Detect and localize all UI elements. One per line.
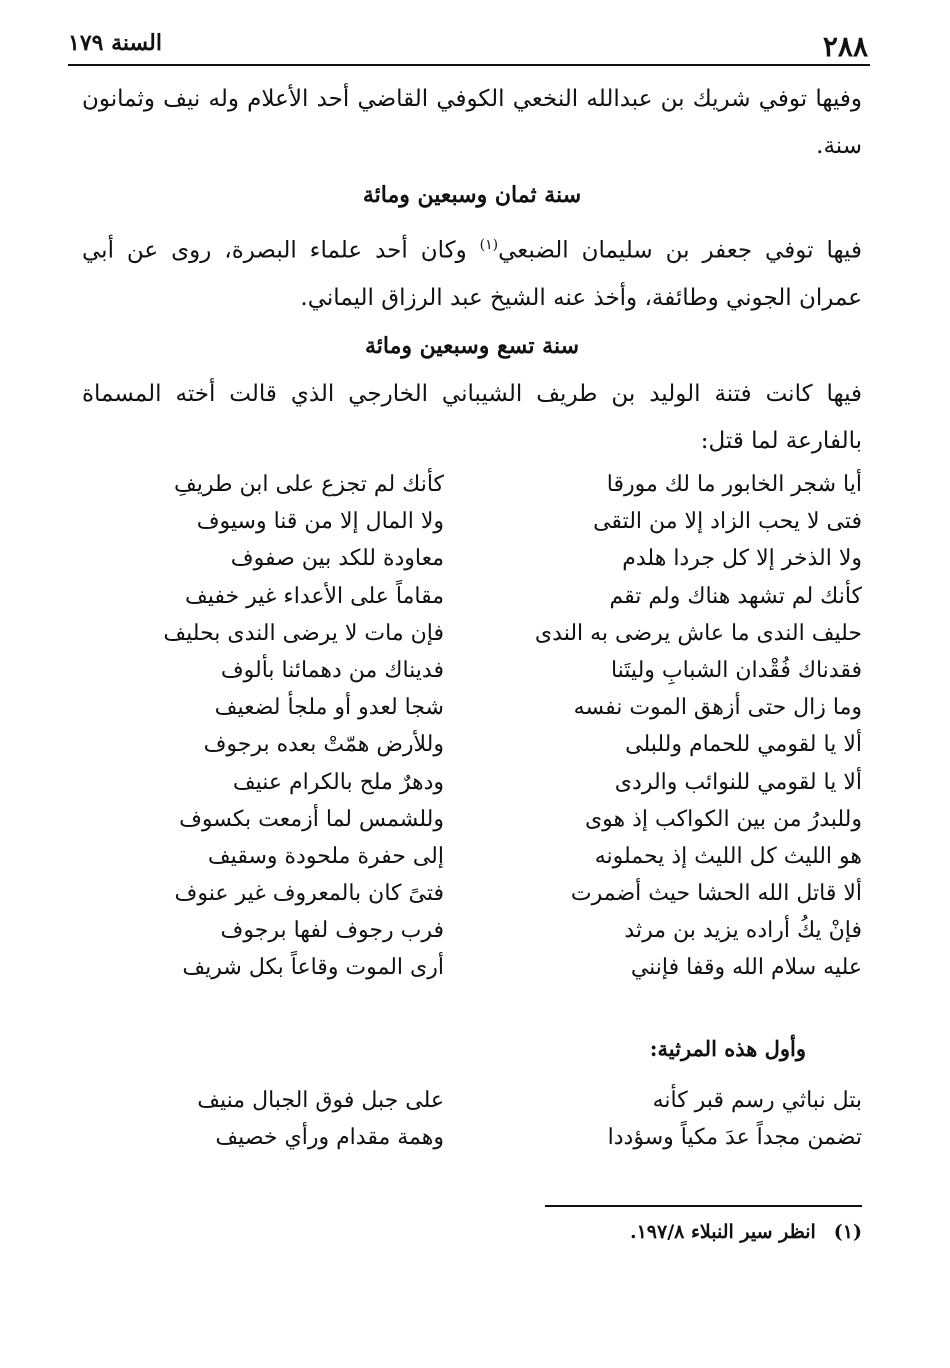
verse-first-hemistich: ألا يا لقومي للنوائب والردى xyxy=(614,769,862,795)
verse-first-hemistich: ألا يا لقومي للحمام وللبلى xyxy=(625,732,862,758)
verse-second-hemistich: فإن مات لا يرضى الندى بحليف xyxy=(163,620,444,646)
poem xyxy=(82,466,862,987)
verse-second-hemistich: كأنك لم تجزع على ابن طريفِ xyxy=(173,472,444,497)
footnote-marker: (١) xyxy=(479,237,499,253)
verse-first-hemistich: وما زال حتى أزهق الموت نفسه xyxy=(573,695,862,721)
intro-paragraph: وفيها توفي شريك بن عبدالله النخعي الكوفي القاضي أحد الأعلام وله نيف وثمانون سنة. xyxy=(82,86,862,159)
verse xyxy=(82,764,862,801)
paragraph-178-start: فيها توفي جعفر بن سليمان الضبعي xyxy=(498,237,862,264)
verse xyxy=(82,801,862,838)
page-number: ٢٨٨ xyxy=(822,30,868,63)
verse xyxy=(82,912,862,949)
verse xyxy=(82,578,862,615)
verse xyxy=(82,689,862,726)
running-title: السنة ١٧٩ xyxy=(68,30,162,56)
verse xyxy=(82,615,862,652)
header-rule xyxy=(68,64,870,66)
elegy-intro: وأول هذه المرثية: xyxy=(649,1036,806,1061)
verse-first-hemistich: كأنك لم تشهد هناك ولم تقم xyxy=(609,583,862,609)
verse-second-hemistich: مقاماً على الأعداء غير خفيف xyxy=(184,583,444,609)
verse xyxy=(82,726,862,763)
footnote-number: (١) xyxy=(833,1221,862,1243)
verse-first-hemistich: وللبدرُ من بين الكواكب إذ هوى xyxy=(584,806,862,832)
verse-second-hemistich: إلى حفرة ملحودة وسقيف xyxy=(207,843,444,869)
verse-first-hemistich: فقدناك فُقْدان الشبابِ وليتَنا xyxy=(610,657,862,683)
verse xyxy=(82,1119,862,1156)
paragraph-year-178 xyxy=(82,222,862,322)
verse-first-hemistich: فإنْ يكُ أراده يزيد بن مرثد xyxy=(624,918,862,944)
verse-first-hemistich: فتى لا يحب الزاد إلا من التقى xyxy=(593,509,862,535)
verse-first-hemistich: تضمن مجداً عدَ مكياً وسؤددا xyxy=(607,1125,862,1151)
verse-second-hemistich: وللأرض همّتْ بعده برجوف xyxy=(203,732,444,758)
verse-second-hemistich: فرب رجوف لفها برجوف xyxy=(220,918,444,944)
elegy-poem xyxy=(82,1082,862,1156)
verse xyxy=(82,466,862,503)
heading-year-179: سنة تسع وسبعين ومائة xyxy=(364,333,580,359)
page-header xyxy=(68,22,868,62)
verse xyxy=(82,652,862,689)
verse-first-hemistich: هو الليث كل الليث إذ يحملونه xyxy=(594,843,862,869)
verse-second-hemistich: فديناك من دهمائنا بألوف xyxy=(220,657,444,683)
verse-second-hemistich: فتىً كان بالمعروف غير عنوف xyxy=(174,881,444,907)
verse-first-hemistich: ولا الذخر إلا كل جردا هلدم xyxy=(622,546,862,572)
verse xyxy=(82,838,862,875)
verse xyxy=(82,540,862,577)
verse-second-hemistich: على جبل فوق الجبال منيف xyxy=(197,1088,444,1113)
paragraph-178-end: وكان أحد علماء البصرة، روى عن أبي عمران الجوني وطائفة، وأخذ عنه الشيخ عبد الرزاق اليماني. xyxy=(82,237,862,311)
paragraph-year-179: فيها كانت فتنة الوليد بن طريف الشيباني الخارجي الذي قالت أخته المسماة بالفارعة لما قتل: xyxy=(82,381,862,454)
verse-second-hemistich: وهمة مقدام ورأي خصيف xyxy=(215,1125,444,1151)
heading-year-178: سنة ثمان وسبعين ومائة xyxy=(362,182,582,208)
verse-first-hemistich: حليف الندى ما عاش يرضى به الندى xyxy=(534,620,862,646)
footnote xyxy=(82,1217,862,1247)
verse-second-hemistich: أرى الموت وقاعاً بكل شريف xyxy=(182,955,444,981)
verse-second-hemistich: شجا لعدو أو ملجأ لضعيف xyxy=(214,695,444,721)
verse xyxy=(82,503,862,540)
verse-first-hemistich: أيا شجر الخابور ما لك مورقا xyxy=(606,472,862,497)
verse-second-hemistich: ودهرٌ ملح بالكرام عنيف xyxy=(232,769,444,795)
verse xyxy=(82,949,862,986)
verse-first-hemistich: عليه سلام الله وقفا فإنني xyxy=(630,955,862,981)
verse-second-hemistich: معاودة للكد بين صفوف xyxy=(230,546,444,572)
verse-first-hemistich: بتل نباثي رسم قبر كأنه xyxy=(652,1088,862,1113)
footnote-text: انظر سير النبلاء ١٩٧/٨. xyxy=(629,1221,816,1243)
verse-second-hemistich: وللشمس لما أزمعت بكسوف xyxy=(179,806,444,832)
footnote-rule xyxy=(545,1205,862,1207)
verse xyxy=(82,875,862,912)
verse xyxy=(82,1082,862,1119)
verse-second-hemistich: ولا المال إلا من قنا وسيوف xyxy=(196,509,444,535)
verse-first-hemistich: ألا قاتل الله الحشا حيث أضمرت xyxy=(570,881,862,907)
